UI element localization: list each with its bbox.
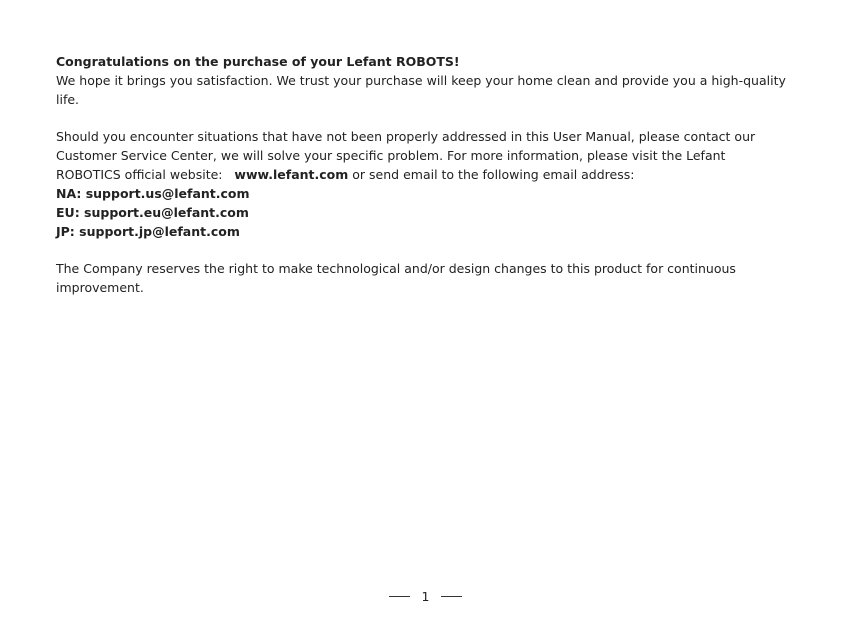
document-body — [56, 52, 791, 297]
footer-rule-right — [441, 596, 462, 597]
intro-paragraph: We hope it brings you satisfaction. We trust your purchase will keep your home clean and provide you a high-quality life. — [56, 73, 786, 107]
paragraph-spacer — [56, 241, 791, 259]
website-link[interactable]: www.lefant.com — [234, 167, 349, 182]
paragraph-spacer — [56, 109, 791, 127]
contact-text: Should you encounter situations that have not been properly addressed in this User Manual, please contact our Customer Service Center, we will solve your specific problem. For more information, please visit the Lefant ROBOTICS official website: — [56, 129, 756, 182]
email-na[interactable]: NA: support.us@lefant.com — [56, 186, 250, 201]
contact-text-continued: or send email to the following email address: — [352, 167, 635, 182]
disclaimer-paragraph: The Company reserves the right to make technological and/or design changes to this product for continuous improvement. — [56, 261, 736, 295]
contact-paragraph — [56, 127, 791, 184]
email-jp[interactable]: JP: support.jp@lefant.com — [56, 224, 240, 239]
page-footer — [0, 589, 851, 604]
email-eu[interactable]: EU: support.eu@lefant.com — [56, 205, 249, 220]
footer-rule-left — [389, 596, 410, 597]
page-number: 1 — [421, 589, 430, 604]
heading: Congratulations on the purchase of your Lefant ROBOTS! — [56, 54, 460, 69]
